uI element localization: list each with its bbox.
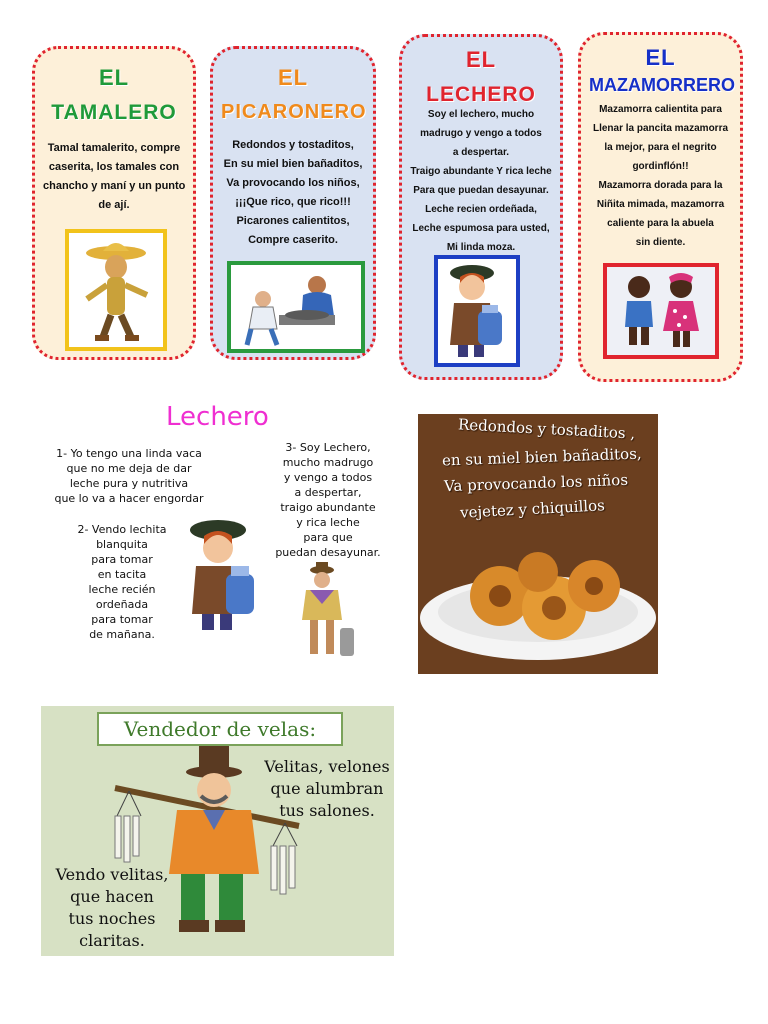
poem-line: que no me deja de dar [66,462,192,475]
verse-line: Compre caserito. [248,234,338,246]
mazamorrero-title-el: EL [645,45,676,70]
poem-line: 2- Vendo lechita [77,523,167,536]
verse-line: tus salones. [279,801,375,820]
lechero-card [399,34,563,380]
poem-line: para tomar [91,553,153,566]
tamalero-title-el: EL [98,65,130,90]
verse-line: Leche espumosa para usted, [412,223,550,234]
verse-line: Picarones calientitos, [236,215,350,227]
poem-line: y rica leche [296,516,360,529]
picarones-plate-icon [418,532,658,674]
verse-line: de ají. [98,199,130,211]
lechero-stanza-2 [66,522,178,642]
lechero-poem-title: Lechero [166,402,269,432]
lechero-poem-section [40,400,390,670]
verse-line: Traigo abundante Y rica leche [410,166,552,177]
verse-line: madrugo y vengo a todos [420,128,542,139]
verse-line: Mi linda moza. [446,242,516,253]
tamalero-title: TAMALERO [51,101,177,124]
candle-seller-icon [107,746,307,952]
candle-seller-title: Vendedor de velas: [97,712,343,746]
milkman-boy-icon [180,514,268,636]
poem-line: ordeñada [95,598,149,611]
verse-line: Niñita mimada, mazamorra [596,199,725,210]
poem-line: de mañana. [89,628,155,641]
tamalero-illustration [65,229,167,351]
verse-line: que alumbran [270,779,384,798]
verse-line: caserita, los tamales con [48,161,180,173]
lechero-illustration [434,255,520,367]
verse-line: sin diente. [635,237,686,248]
verse-line: que hacen [70,887,154,906]
picarones-line: vejetez y chiquillos [459,496,606,522]
poem-line: en tacita [97,568,147,581]
picaronero-title: PICARONERO [221,101,367,123]
picaron-vendor-icon [231,265,361,349]
picaronero-title-el: EL [277,65,309,90]
poem-line: que lo va a hacer engordar [54,492,204,505]
verse-line: Tamal tamalerito, compre [47,142,181,154]
picaronero-illustration [227,261,365,353]
milkman-adult-icon [296,558,360,666]
verse-line: Mazamorra calientita para [599,104,722,115]
poem-line: para tomar [91,613,153,626]
verse-line: Velitas, velones [264,757,390,776]
picarones-line: Va provocando los niños [443,470,629,496]
picarones-photo-panel [418,414,658,674]
poem-line: a despertar, [294,486,362,499]
poem-line: 3- Soy Lechero, [285,441,371,454]
milkman-icon [438,259,516,363]
verse-line: Leche recien ordeñada, [425,204,537,215]
verse-line: Redondos y tostaditos, [232,139,354,151]
tamalero-card [32,46,196,360]
verse-line: Va provocando los niños, [226,177,360,189]
poem-line: leche recién [88,583,156,596]
picarones-line: en su miel bien bañaditos, [441,444,642,470]
verse-line: claritas. [79,931,145,950]
lechero-verse [410,105,552,257]
verse-line: Mazamorra dorada para la [598,180,723,191]
lechero-title-el: EL [465,47,497,72]
poem-line: puedan desayunar. [275,546,381,559]
verse-line: Soy el lechero, mucho [427,109,535,120]
mazamorrero-title: MAZAMORRERO [589,75,735,95]
poem-line: mucho madrugo [282,456,374,469]
poem-line: para que [303,531,353,544]
tamalero-verse [43,139,185,215]
verse-line: ¡¡¡Que rico, que rico!!! [235,196,351,208]
verse-line: Para que puedan desayunar. [413,185,549,196]
tamalero-figure-icon [69,233,163,347]
verse-line: la mejor, para el negrito [604,142,717,153]
verse-line: a despertar. [452,147,510,158]
verse-line: En su miel bien bañaditos, [223,158,363,170]
mazamorrero-verse [589,100,732,252]
verse-line: Vendo velitas, [55,865,169,884]
lechero-stanza-1 [46,446,212,506]
lechero-stanza-3 [272,440,384,560]
verse-line: chancho y maní y un punto [43,180,186,192]
poem-line: blanquita [96,538,148,551]
mazamorrero-illustration [603,263,719,359]
mazamorrero-card [578,32,743,382]
picaronero-verse [221,136,365,250]
picarones-line: Redondos y tostaditos , [457,415,636,443]
lechero-title: LECHERO [426,83,536,106]
picaronero-card [210,46,376,360]
verse-line: tus noches [68,909,156,928]
poem-line: y vengo a todos [283,471,373,484]
candle-seller-panel [41,706,394,956]
poem-line: 1- Yo tengo una linda vaca [56,447,202,460]
verse-line: Llenar la pancita mazamorra [592,123,729,134]
verse-line: gordinflón!! [632,161,689,172]
poem-line: leche pura y nutritiva [69,477,189,490]
poem-line: traigo abundante [280,501,376,514]
children-icon [607,267,715,355]
verse-line: caliente para la abuela [607,218,714,229]
